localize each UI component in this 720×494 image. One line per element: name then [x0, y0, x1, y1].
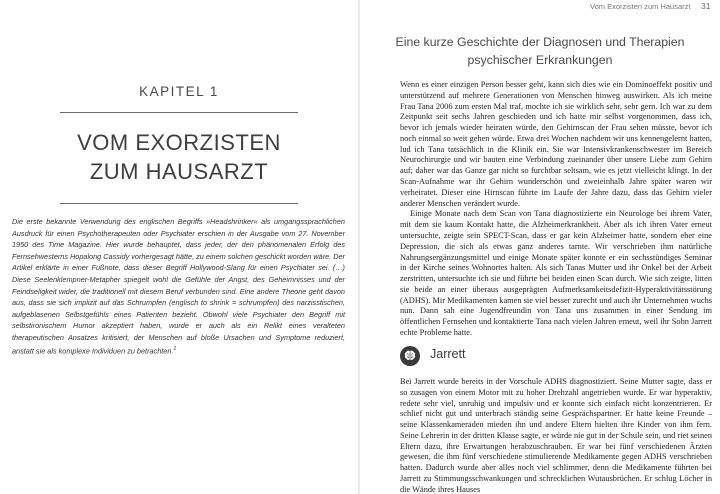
body-paragraphs [400, 80, 712, 339]
brain-icon [400, 346, 420, 366]
chapter-label: KAPITEL 1 [139, 84, 219, 99]
right-page [360, 0, 720, 494]
left-page [0, 0, 358, 494]
footnote-marker: 1 [173, 345, 177, 352]
chapter-rule-top [60, 112, 298, 113]
chapter-title-line1: VOM EXORZISTEN [77, 130, 281, 155]
body-paragraph-3: Bei Jarrett wurde bereits in der Vorschule ADHS diagnostiziert. Seine Mutter sagte, dass er so zusagen von einem Motor mit zu hoher Drehzahl angetrieben wurde. Er war hyperaktiv, redete sehr viel, unruhig und impulsiv und er konnte sich einfach nicht konzentrieren. Er schlief nicht gut und unterbrach ständig seine Gesprächspartner. Er hatte keine Freunde – seine Klassenkameraden mieden ihn und andere Eltern hielten ihre Kinder von ihm fern. Seine Lehrerin in der dritten Klasse sagte, er würde nie gut in der Schule sein, und riet seinen Eltern dazu, ihre Erwartungen herabzuschrauben. Er war bei fünf verschiedenen Ärzten gewesen, die ihm fünf verschiedene stimulierende Medikamente gegen ADHS verschrieben hatten. Dadurch wurde aber alles noch viel schlimmer, denn die Medikamente führten bei Jarrett zu Stimmungsschwankungen und schrecklichen Wutausbrüchen. Er schlug Löcher in die Wände ihres Hauses [400, 377, 712, 494]
body-paragraph-1: Wenn es einer einzigen Person besser geht, kann sich dies wie ein Dominoeffekt positiv und unterstützend auf mehrere Generationen von Menschen hinweg auswirken. Als ich meine Frau Tana 2006 zum ersten Mal traf, mochte ich sie wirklich sehr, sehr gern. Ich war zu dem Zeitpunkt seit sechs Jahren geschieden und ich hatte mir selbst vorgenommen, dass ich, bevor ich jemals wieder heiraten würde, den Gehirnscan der Frau sehen müsste, bevor ich noch einmal so weit gehen würde. Etwa drei Wochen nachdem wir uns kennengelernt hatten, lud ich Tana tatsächlich in die Klinik ein. Sie war Intensivkrankenschwester im Bereich Neurochirurgie und wir bauten eine Verbindung zueinander über unsere Liebe zum Gehirn auf; daher war das Ganze gar nicht so furchtbar seltsam, wie es jetzt vielleicht klingt. In der Scan-Aufnahme war ihr Gehirn wunderschön und zweieinhalb Jahre später waren wir verheiratet. Dieser eine Hirnscan führte im Laufe der Jahre dazu, dass das Gehirn vieler anderer Menschen verändert wurde. [400, 80, 712, 208]
chapter-intro-text: Die erste bekannte Verwendung des englischen Begriffs »Headshrinker« als umgangssprachlichen Ausdruck für einen Psychotherapeuten oder Psychiater erschien in der Ausgabe vom 27. November 1950 des Time Magazine. Hier wurde behauptet, dass jeder, der den phänomenalen Erfolg des Fernsehwesterns Hopalong Cassidy vorhergesagt hätte, zu einem solchen geschickt worden wäre. Der Artikel erklärte in einer Fußnote, dass dieser Begriff Hollywood-Slang für einen Psychiater sei. (…) Diese Seelenklempner-Metapher spiegelt wohl die Gefühle der Angst, des Geheimnisses und der Feindseligkeit wider, die traditionell mit diesem Beruf verbunden sind. Eine andere Theorie geht davon aus, dass sie sich implizit auf das Schrumpfen (englisch to shrink = schrumpfen) des narzisstischen, aufgeblasenen Selbstgefühls eines Patienten bezieht. Obwohl viele Psychiater den Begriff mit selbstironischem Humor akzeptiert haben, wurde er auch als ein Relikt eines veralteten therapeutischen Ansatzes kritisiert, der Menschen auf bloße Ursachen und Symptome reduziert, anstatt sie als komplexe Individuen zu betrachten. [12, 217, 345, 355]
running-header: Vom Exorzisten zum Hausarzt [590, 2, 691, 11]
section-title-line2: psychischer Erkrankungen [467, 53, 613, 67]
case-name: Jarrett [430, 347, 466, 361]
body-paragraph-2: Einige Monate nach dem Scan von Tana diagnostizierte ein Neurologe bei ihrem Vater, mit dem sie kaum Kontakt hatte, die Alzheimerkrankheit. Aber als ich ihren Vater erneut untersuchte, zeigte sein SPECT-Scan, dass er gar kein Alzheimer hatte, sondern eher eine Depression, die sich als etwas ganz anderes tarnte. Wir verschrieben ihm natürliche Nahrungsergänzungsmittel und einige Monate später konnte er ein sechsstündiges Seminar in der Kirche seines Wohnortes halten. Als sich Tanas Mutter und ihr Onkel bei der Arbeit zerstritten, untersuchte ich sie und führte bei beiden einen Scan durch. Wie sich zeigte, litten sie beide an einer überaus ausgeprägten Aufmerksamkeitsdefizit-Hyperaktivitätsstörung (ADHS). Mir Medikamenten kamen sie viel besser zurecht und auch ihr Unternehmen wuchs nun. Dann sah eine Jugendfreundin von Tana uns zusammen in einer Sendung im öffentlichen Fernsehen und kontaktierte Tana nach vielen Jahren erneut, weil ihr Sohn Jarrett echte Probleme hatte. [400, 209, 712, 337]
section-title [360, 33, 720, 69]
chapter-intro-quote [12, 216, 345, 357]
chapter-rule-bottom [60, 203, 298, 204]
chapter-title-line2: ZUM HAUSARZT [89, 159, 269, 184]
page-number: 31 [701, 1, 711, 11]
section-title-line1: Eine kurze Geschichte der Diagnosen und Therapien [395, 35, 685, 49]
brain-icon-graphic [403, 349, 417, 363]
chapter-title [0, 128, 358, 186]
